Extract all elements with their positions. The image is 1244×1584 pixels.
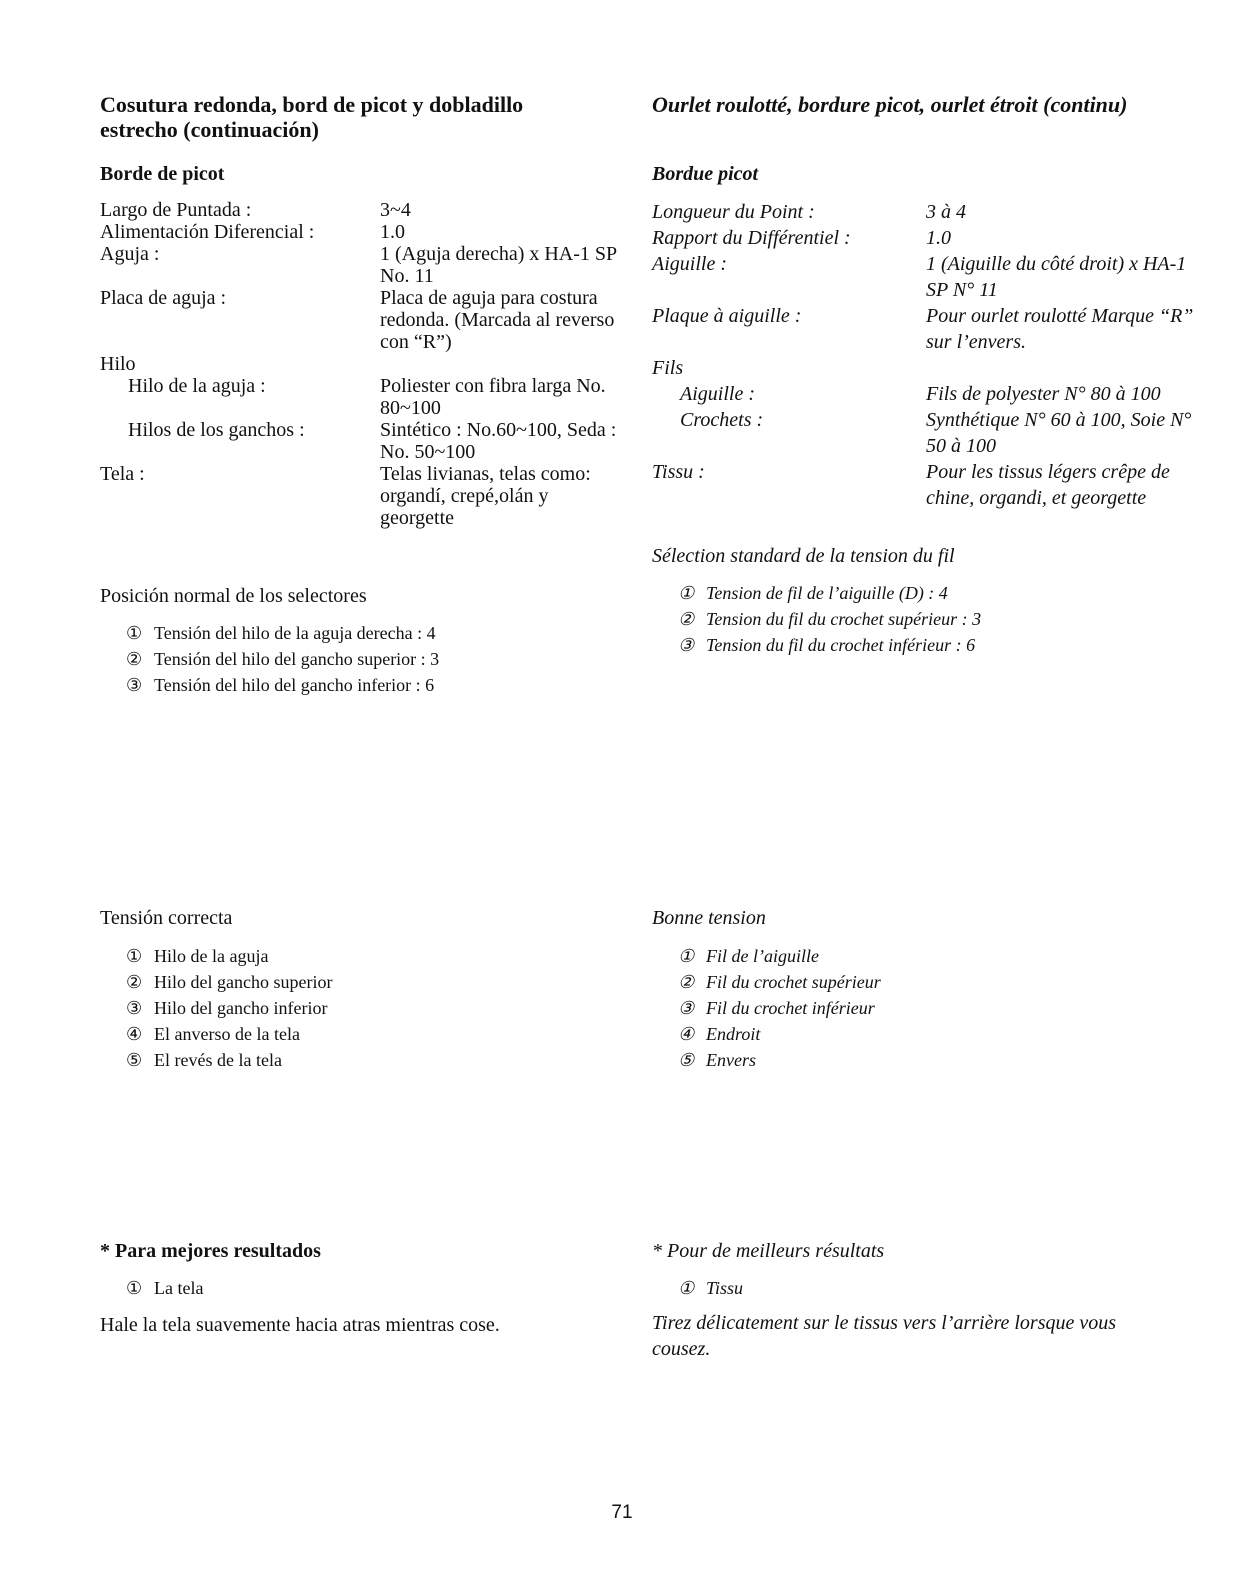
tips-paragraph: Hale la tela suavemente hacia atras mientras cose. xyxy=(100,1314,500,1336)
french-column xyxy=(652,0,1212,1584)
spec-label: Placa de aguja : xyxy=(100,287,227,309)
spec-row-differential xyxy=(100,221,620,243)
spec-value: Placa de aguja para costura redonda. (Marcada al reverso con “R”) xyxy=(380,287,615,353)
spec-value: Pour les tissus légers crêpe de chine, organdi, et georgette xyxy=(926,461,1170,509)
spec-label: Crochets : xyxy=(680,409,764,431)
spec-value: Sintético : No.60~100, Seda : No. 50~100 xyxy=(380,419,617,463)
list-item xyxy=(678,606,981,632)
item-text: El revés de la tela xyxy=(154,1050,282,1070)
item-text: La tela xyxy=(154,1278,204,1298)
spec-row-needle xyxy=(100,243,620,287)
item-text: Envers xyxy=(706,1050,756,1070)
spec-value: Pour ourlet roulotté Marque “R” sur l’envers. xyxy=(926,305,1194,353)
item-number: ② xyxy=(126,649,143,669)
spec-value: 1.0 xyxy=(926,227,951,249)
item-number: ② xyxy=(126,972,143,992)
spec-row-fabric xyxy=(100,463,620,529)
spec-label: Largo de Puntada : xyxy=(100,199,252,221)
subsection-title: Borde de picot xyxy=(100,163,225,185)
list-item xyxy=(126,943,332,969)
item-text: Tension du fil du crochet inférieur : 6 xyxy=(706,635,976,655)
item-text: Hilo de la aguja xyxy=(154,946,269,966)
item-number: ③ xyxy=(126,675,143,695)
list-item xyxy=(678,995,881,1021)
spec-value: Telas livianas, telas como: organdí, crepé,olán y georgette xyxy=(380,463,591,529)
item-number: ③ xyxy=(678,635,695,655)
spec-label: Hilo xyxy=(100,353,136,375)
item-text: Tissu xyxy=(706,1278,744,1298)
item-text: Tensión del hilo del gancho inferior : 6 xyxy=(154,675,435,695)
item-text: Endroit xyxy=(706,1024,761,1044)
section-title: Cosutura redonda, bord de picot y dobladillo estrecho (continuación) xyxy=(100,92,524,142)
dial-settings-list xyxy=(678,580,981,658)
item-text: Tensión del hilo de la aguja derecha : 4 xyxy=(154,623,436,643)
list-item xyxy=(678,632,981,658)
spec-row-needle-thread xyxy=(100,375,620,419)
item-number: ⑤ xyxy=(126,1050,143,1070)
item-number: ① xyxy=(126,946,143,966)
tension-list xyxy=(678,943,881,1073)
list-item xyxy=(678,943,881,969)
spec-row-stitch-length xyxy=(100,199,620,221)
settings-table xyxy=(652,199,1212,511)
list-item xyxy=(126,969,332,995)
spec-row-differential xyxy=(652,225,1212,251)
spec-label: Alimentación Diferencial : xyxy=(100,221,315,243)
spec-value: 3 à 4 xyxy=(926,201,966,223)
dial-settings-heading: Posición normal de los selectores xyxy=(100,585,367,607)
subsection-title: Bordue picot xyxy=(652,163,759,185)
tips-paragraph: Tirez délicatement sur le tissus vers l’arrière lorsque vous cousez. xyxy=(652,1312,1117,1360)
page-number: 71 xyxy=(611,1502,633,1523)
item-number: ① xyxy=(678,946,695,966)
spec-label: Tela : xyxy=(100,463,145,485)
list-item xyxy=(126,1275,203,1301)
tips-heading: * Para mejores resultados xyxy=(100,1240,321,1262)
tension-list xyxy=(126,943,332,1073)
settings-table xyxy=(100,199,620,529)
list-item xyxy=(126,1021,332,1047)
spec-value: Synthétique N° 60 à 100, Soie N° 50 à 100 xyxy=(926,409,1192,457)
item-number: ⑤ xyxy=(678,1050,695,1070)
spec-label: Tissu : xyxy=(652,461,705,483)
spec-row-needle-thread xyxy=(652,381,1212,407)
list-item xyxy=(678,1021,881,1047)
list-item xyxy=(678,1275,743,1301)
item-text: Hilo del gancho inferior xyxy=(154,998,328,1018)
spec-value: 1 (Aguja derecha) x HA-1 SP No. 11 xyxy=(380,243,617,287)
dial-settings-heading: Sélection standard de la tension du fil xyxy=(652,545,955,567)
item-number: ③ xyxy=(678,998,695,1018)
list-item xyxy=(678,969,881,995)
tips-list xyxy=(126,1275,203,1301)
spec-label: Plaque à aiguille : xyxy=(652,305,802,327)
spec-row-plate xyxy=(100,287,620,353)
item-text: Fil de l’aiguille xyxy=(706,946,819,966)
item-text: Fil du crochet inférieur xyxy=(706,998,875,1018)
spec-row-fabric xyxy=(652,459,1212,511)
spec-value: Fils de polyester N° 80 à 100 xyxy=(926,383,1161,405)
item-text: Fil du crochet supérieur xyxy=(706,972,881,992)
spec-label: Aguja : xyxy=(100,243,160,265)
item-text: Tensión del hilo del gancho superior : 3 xyxy=(154,649,440,669)
spec-value: 3~4 xyxy=(380,199,411,221)
spec-label: Hilos de los ganchos : xyxy=(128,419,305,441)
spec-value: 1 (Aiguille du côté droit) x HA-1 SP N° 11 xyxy=(926,253,1187,301)
spec-value: 1.0 xyxy=(380,221,405,243)
spec-label: Hilo de la aguja : xyxy=(128,375,266,397)
tips-heading: * Pour de meilleurs résultats xyxy=(652,1240,885,1262)
list-item xyxy=(126,995,332,1021)
item-text: Tension du fil du crochet supérieur : 3 xyxy=(706,609,982,629)
spec-label: Fils xyxy=(652,357,684,379)
list-item xyxy=(678,1047,881,1073)
item-text: Hilo del gancho superior xyxy=(154,972,333,992)
spec-label: Aiguille : xyxy=(680,383,755,405)
item-number: ① xyxy=(678,583,695,603)
spec-row-looper-threads xyxy=(652,407,1212,459)
list-item xyxy=(126,1047,332,1073)
item-text: Tension de fil de l’aiguille (D) : 4 xyxy=(706,583,948,603)
list-item xyxy=(126,646,439,672)
item-text: El anverso de la tela xyxy=(154,1024,300,1044)
spec-row-thread xyxy=(100,353,620,375)
list-item xyxy=(126,672,439,698)
spec-row-looper-threads xyxy=(100,419,620,463)
tips-list xyxy=(678,1275,743,1301)
spanish-column xyxy=(100,0,620,1584)
spec-row-plate xyxy=(652,303,1212,355)
list-item xyxy=(678,580,981,606)
list-item xyxy=(126,620,439,646)
section-title: Ourlet roulotté, bordure picot, ourlet étroit (continu) xyxy=(652,92,1128,117)
spec-value: Poliester con fibra larga No. 80~100 xyxy=(380,375,606,419)
spec-row-thread xyxy=(652,355,1212,381)
item-number: ① xyxy=(678,1278,695,1298)
item-number: ① xyxy=(126,1278,143,1298)
spec-label: Longueur du Point : xyxy=(652,201,815,223)
spec-row-needle xyxy=(652,251,1212,303)
item-number: ① xyxy=(126,623,143,643)
item-number: ④ xyxy=(678,1024,695,1044)
spec-label: Rapport du Différentiel : xyxy=(652,227,851,249)
tension-heading: Tensión correcta xyxy=(100,907,233,929)
spec-label: Aiguille : xyxy=(652,253,727,275)
item-number: ④ xyxy=(126,1024,143,1044)
item-number: ② xyxy=(678,609,695,629)
item-number: ② xyxy=(678,972,695,992)
item-number: ③ xyxy=(126,998,143,1018)
dial-settings-list xyxy=(126,620,439,698)
spec-row-stitch-length xyxy=(652,199,1212,225)
tension-heading: Bonne tension xyxy=(652,907,766,929)
